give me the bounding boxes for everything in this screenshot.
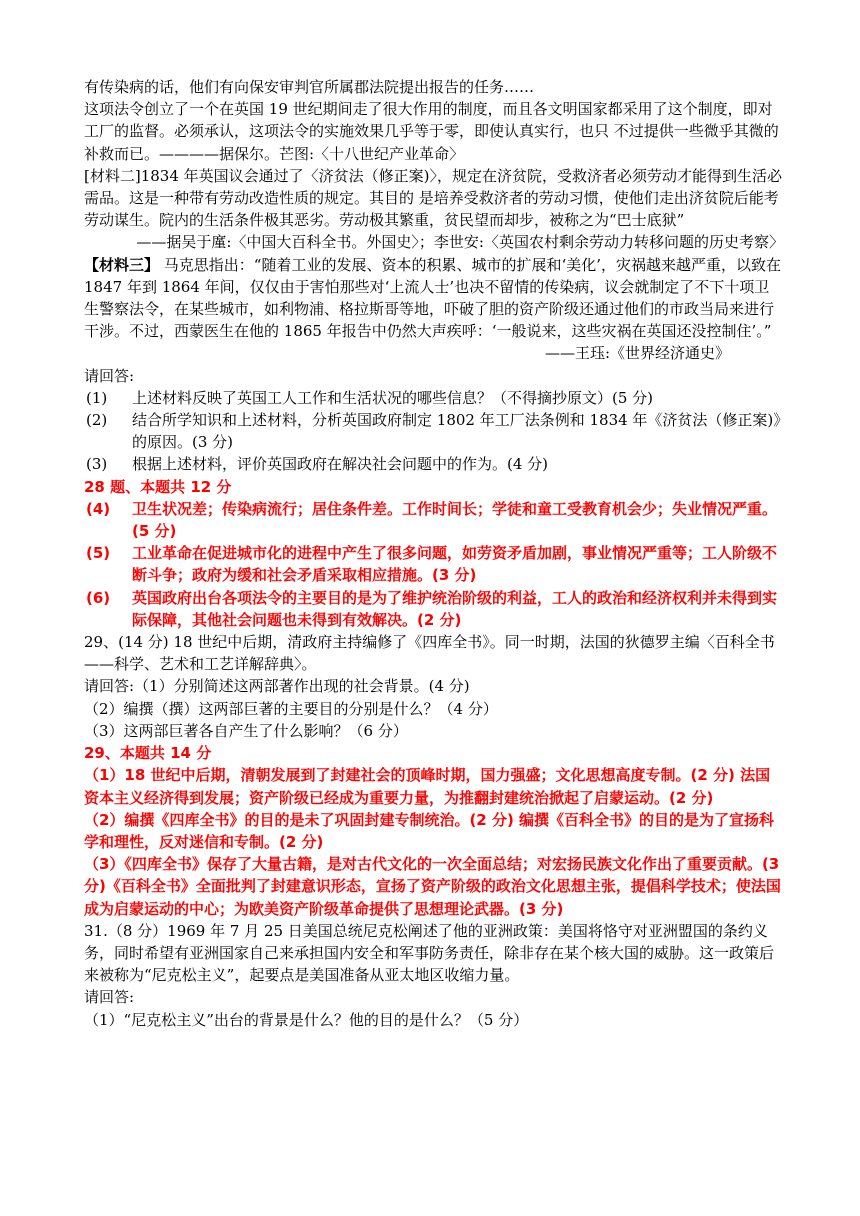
q28-answer-2 [84,542,784,586]
q29-stem: 29、(14 分) 18 世纪中后期，清政府主持编修了《四库全书》。同一时期，法国的狄德罗主编〈百科全书——科学、艺术和工艺详解辞典〉。 [84,633,775,674]
material-three-label: 【材料三】 [84,255,160,274]
q28-question-1-number: (1) [86,388,108,407]
q28-question-3-text: 根据上述材料，评价英国政府在解决社会问题中的作为。(4 分) [132,455,549,474]
q28-answer-3 [84,587,784,631]
q28-question-1 [84,387,784,409]
q28-answer-3-text: 英国政府出台各项法令的主要目的是为了维护统治阶级的利益，工人的政治和经济权利并未得到实际保障，其他社会问题也未得到有效解决。(2 分) [132,588,778,629]
q28-question-1-text: 上述材料反映了英国工人工作和生活状况的哪些信息？（不得摘抄原文）(5 分) [132,388,654,407]
material-two-source: ——据吴于廑:〈中国大百科全书。外国史〉；李世安:〈英国农村剩余劳动力转移问题的历史考察〉 [136,233,784,252]
q28-question-3 [84,453,784,475]
material-three-paragraph [84,254,784,343]
q28-question-2 [84,409,784,453]
q28-answer-1-text: 卫生状况差；传染病流行；居住条件差。工作时间长；学徒和童工受教育机会少；失业情况严重。(5 分) [132,499,778,541]
q28-answer-2-text: 工业革命在促进城市化的进程中产生了很多问题，如劳资矛盾加剧，事业情况严重等；工人阶级不断斗争；政府为缓和社会矛盾采取相应措施。(3 分) [132,544,778,585]
q28-answer-1-number: (4) [86,499,111,518]
q29-answer-3: （3）《四库全书》保存了大量古籍，是对古代文化的一次全面总结；对宏扬民族文化作出了重要贡献。(3 分)《百科全书》全面批判了封建意识形态，宣扬了资产阶级的政治文化思想主张，提倡科学技术；使法国成为启蒙运动的中心；为欧美资产阶级革命提供了思想理论武器。(3 分) [84,855,781,918]
q31-stem: 31.（8 分）1969 年 7 月 25 日美国总统尼克松阐述了他的亚洲政策：美国将恪守对亚洲盟国的条约义务，同时希望有亚洲国家自己来承担国内安全和军事防务责任，除非存在某个核大国的威胁。这一政策后来被称为“尼克松主义”，起要点是美国准备从亚太地区收缩力量。 [84,921,775,985]
q29-answer-2: （2）编撰《四库全书》的目的是未了巩固封建专制统治。(2 分) 编撰《百科全书》的目的是为了宣扬科学和理性，反对迷信和专制。(2 分) [84,810,775,851]
please-answer-label: 请回答: [84,366,135,385]
material-three-text: 马克思指出：“随着工业的发展、资本的积累、城市的扩展和‘美化’，灾祸越来越严重，以致在 1847 年到 1864 年间，仅仅由于害怕那些对‘上流人士’也决不留情的传染病，议会就制定了不下十项卫生警察法令，在某些城市，如利物浦、格拉斯哥等地，吓破了胆的资产阶级还通过他们的市政当局来进行干涉。不过，西蒙医生在他的 1865 年报告中仍然大声疾呼：‘一般说来，这些灾祸在英国还没控制住’。” [84,255,781,341]
material-two-text: [材料二]1834 年英国议会通过了〈济贫法（修正案)〉，规定在济贫院，受救济者必须劳动才能得到生活必需品。这是一种带有劳动改造性质的规定。其目的 是培养受救济者的劳动习惯，使他们走出济贫院后能考劳动谋生。院内的生活条件极其恶劣。劳动极其繁重，贫民望而却步，被称之为“巴士底狱” [84,166,783,230]
q29-answer-heading: 29、本题共 14 分 [84,744,212,763]
q28-question-2-number: (2) [86,411,108,430]
q28-answer-1 [84,498,784,542]
q28-answer-heading: 28 题、本题共 12 分 [84,477,232,496]
intro-line-1: 有传染病的话，他们有向保安审判官所属郡法院提出报告的任务…… [84,78,535,96]
q29-question-1: 请回答:（1）分别简述这两部著作出现的社会背景。(4 分) [84,677,470,696]
material-three-source: ——王珏:《世界经济通史》 [544,344,730,363]
q28-answer-2-number: (5) [86,544,111,563]
intro-paragraph-2: 这项法令创立了一个在英国 19 世纪期间走了很大作用的制度，而且各文明国家都采用了这个制度，即对工厂的监督。必须承认，这项法令的实施效果几乎等于零，即使认真实行，也只 不过提供一些微乎其微的补救而已。————据保尔。芒图:〈十八世纪产业革命〉 [84,100,779,163]
q29-question-2: （2）编撰（撰）这两部巨著的主要目的分别是什么？（4 分） [84,699,498,718]
q28-question-2-text: 结合所学知识和上述材料，分析英国政府制定 1802 年工厂法条例和 1834 年《济贫法（修正案)》的原因。(3 分) [132,411,781,452]
q29-question-3: （3）这两部巨著各自产生了什么影响？（6 分） [84,721,408,740]
q28-question-3-number: (3) [86,455,108,474]
q31-please-answer-label: 请回答: [84,988,135,1007]
q29-answer-1: （1）18 世纪中后期，清朝发展到了封建社会的顶峰时期，国力强盛；文化思想高度专制。(2 分) 法国资本主义经济得到发展；资产阶级已经成为重要力量，为推翻封建统治掀起了启蒙运动。(2 分) [84,766,771,807]
q28-answer-3-number: (6) [86,588,111,607]
q31-question-1: （1）“尼克松主义”出台的背景是什么？他的目的是什么？（5 分） [84,1010,529,1029]
document-content [84,76,784,1031]
